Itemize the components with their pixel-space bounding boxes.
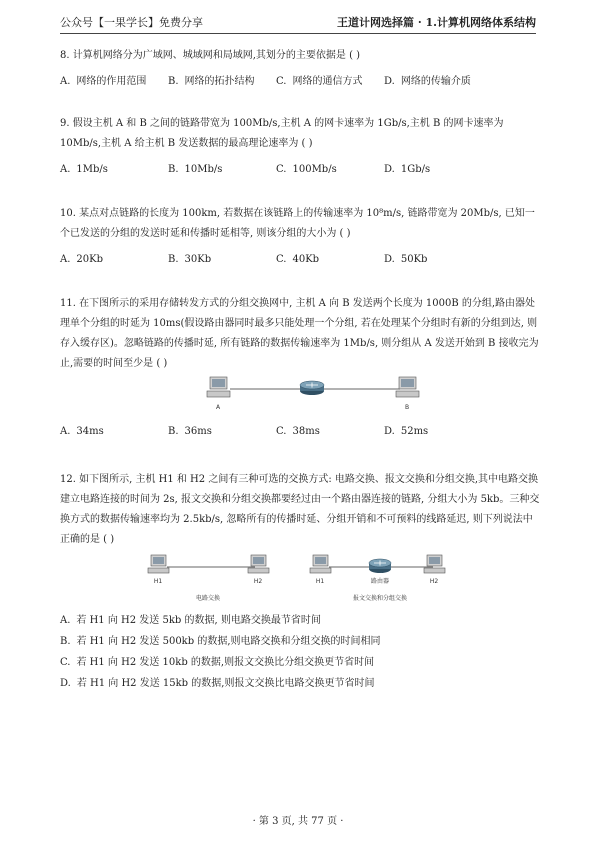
question-10 xyxy=(60,204,540,270)
option-letter: B. xyxy=(60,636,71,647)
option-letter: D. xyxy=(60,678,71,689)
option-text: 若 H1 向 H2 发送 15kb 的数据,则报文交换比电路交换更节省时间 xyxy=(76,678,375,689)
left-h1-computer-icon xyxy=(148,555,169,573)
header-left: 公众号【一果学长】免费分享 xyxy=(60,16,203,29)
question-8-options xyxy=(60,72,540,92)
question-10-options xyxy=(60,250,540,270)
option-a[interactable] xyxy=(60,250,168,270)
option-c[interactable] xyxy=(60,652,540,673)
question-12-stem: 12. 如下图所示, 主机 H1 和 H2 之间有三种可选的交换方式: 电路交换、报文交换和分组交换,其中电路交换建立电路连接的时间为 2s, 报文交换和分组交换都要经过由一个路由器连接的链路, 分组大小为 5kb。三种交换方式的数据传输速率均为 2.5kb/s, 忽略所有的传播时延、分组开销和不可预料的线路延迟, 则下列说法中正确的是 ( ) xyxy=(60,474,540,545)
header-right: 王道计网选择篇 · 1.计算机网络体系结构 xyxy=(337,16,536,29)
option-text: 36ms xyxy=(184,426,212,437)
host-a-label: A xyxy=(215,404,221,411)
question-10-stem: 10. 某点对点链路的长度为 100km, 若数据在该链路上的传输速率为 10⁸m/s, 链路带宽为 20Mb/s, 已知一个已发送的分组的发送时延和传播时延相等, 则该分组的大小为 ( ) xyxy=(60,208,535,239)
network-diagram-q11 xyxy=(200,372,430,416)
question-11-options xyxy=(60,422,540,442)
option-text: 100Mb/s xyxy=(292,164,337,175)
option-letter: A. xyxy=(60,254,71,265)
option-d[interactable] xyxy=(60,673,540,694)
option-a[interactable] xyxy=(60,610,540,631)
option-letter: D. xyxy=(384,76,395,87)
option-a[interactable] xyxy=(60,422,168,442)
option-text: 20Kb xyxy=(76,254,104,265)
option-text: 若 H1 向 H2 发送 10kb 的数据,则报文交换比分组交换更节省时间 xyxy=(76,657,375,668)
option-letter: A. xyxy=(60,615,71,626)
option-d[interactable] xyxy=(384,250,492,270)
option-text: 网络的传输介质 xyxy=(400,76,471,87)
right-h2-label: H2 xyxy=(429,578,439,585)
option-d[interactable] xyxy=(384,160,492,180)
option-c[interactable] xyxy=(276,72,384,92)
question-12 xyxy=(60,470,540,550)
option-letter: D. xyxy=(384,426,395,437)
option-text: 52ms xyxy=(400,426,429,437)
option-b[interactable] xyxy=(60,631,540,652)
page-footer: · 第 3 页, 共 77 页 · xyxy=(252,816,344,827)
circuit-switching-caption: 电路交换 xyxy=(195,595,221,602)
option-letter: A. xyxy=(60,164,71,175)
option-letter: B. xyxy=(168,254,179,265)
option-letter: A. xyxy=(60,76,71,87)
host-b-label: B xyxy=(404,404,410,411)
option-b[interactable] xyxy=(168,250,276,270)
option-letter: C. xyxy=(60,657,71,668)
host-a-computer-icon xyxy=(207,377,230,397)
option-b[interactable] xyxy=(168,160,276,180)
option-text: 1Mb/s xyxy=(76,164,108,175)
option-text: 网络的拓扑结构 xyxy=(184,76,255,87)
option-a[interactable] xyxy=(60,72,168,92)
left-h2-label: H2 xyxy=(253,578,263,585)
option-letter: B. xyxy=(168,164,179,175)
option-c[interactable] xyxy=(276,160,384,180)
option-c[interactable] xyxy=(276,250,384,270)
option-b[interactable] xyxy=(168,72,276,92)
option-d[interactable] xyxy=(384,72,492,92)
option-letter: C. xyxy=(276,426,287,437)
option-letter: C. xyxy=(276,164,287,175)
question-8 xyxy=(60,46,540,92)
option-text: 50Kb xyxy=(400,254,428,265)
option-letter: C. xyxy=(276,254,287,265)
option-letter: D. xyxy=(384,164,395,175)
option-letter: A. xyxy=(60,426,71,437)
option-letter: C. xyxy=(276,76,287,87)
option-a[interactable] xyxy=(60,160,168,180)
host-b-computer-icon xyxy=(396,377,419,397)
question-9-stem: 9. 假设主机 A 和 B 之间的链路带宽为 100Mb/s,主机 A 的网卡速率为 1Gb/s,主机 B 的网卡速率为 10Mb/s,主机 A 给主机 B 发送数据的最高理论速率为 ( ) xyxy=(60,118,504,149)
packet-switching-caption: 报文交换和分组交换 xyxy=(352,595,408,602)
option-text: 40Kb xyxy=(292,254,320,265)
question-8-stem: 8. 计算机网络分为广域网、城域网和局域网,其划分的主要依据是 ( ) xyxy=(60,50,361,61)
option-letter: B. xyxy=(168,426,179,437)
option-text: 38ms xyxy=(292,426,320,437)
right-h1-label: H1 xyxy=(315,578,325,585)
router-label: 路由器 xyxy=(370,578,390,585)
option-text: 34ms xyxy=(76,426,104,437)
option-letter: B. xyxy=(168,76,179,87)
right-h2-computer-icon xyxy=(424,555,445,573)
option-c[interactable] xyxy=(276,422,384,442)
question-11 xyxy=(60,294,540,374)
option-text: 网络的作用范围 xyxy=(76,76,147,87)
left-h1-label: H1 xyxy=(153,578,163,585)
question-11-options-wrap xyxy=(60,422,540,442)
option-text: 若 H1 向 H2 发送 500kb 的数据,则电路交换和分组交换的时间相同 xyxy=(76,636,381,647)
question-12-options xyxy=(60,610,540,694)
left-h2-computer-icon xyxy=(248,555,269,573)
right-h1-computer-icon xyxy=(310,555,331,573)
network-diagram-q12 xyxy=(143,550,453,606)
option-d[interactable] xyxy=(384,422,492,442)
option-text: 网络的通信方式 xyxy=(292,76,363,87)
option-text: 30Kb xyxy=(184,254,212,265)
option-text: 1Gb/s xyxy=(400,164,431,175)
header-divider xyxy=(60,33,536,34)
question-9 xyxy=(60,114,540,180)
question-11-stem: 11. 在下图所示的采用存储转发方式的分组交换网中, 主机 A 向 B 发送两个长度为 1000B 的分组,路由器处理单个分组的时延为 10ms(假设路由器同时最多只能处理一个分组, 若在处理某个分组时有新的分组到达, 则存入缓存区)。忽略链路的传播时延, 所有链路的数据传输速率为 1Mb/s, 则分组从 A 发送开始到 B 接收完为止,需要的时间至少是 ( ) xyxy=(60,298,539,369)
option-text: 10Mb/s xyxy=(184,164,223,175)
router-icon xyxy=(369,559,391,573)
option-text: 若 H1 向 H2 发送 5kb 的数据, 则电路交换最节省时间 xyxy=(76,615,321,626)
router-icon xyxy=(300,381,324,395)
option-b[interactable] xyxy=(168,422,276,442)
option-letter: D. xyxy=(384,254,395,265)
question-9-options xyxy=(60,160,540,180)
